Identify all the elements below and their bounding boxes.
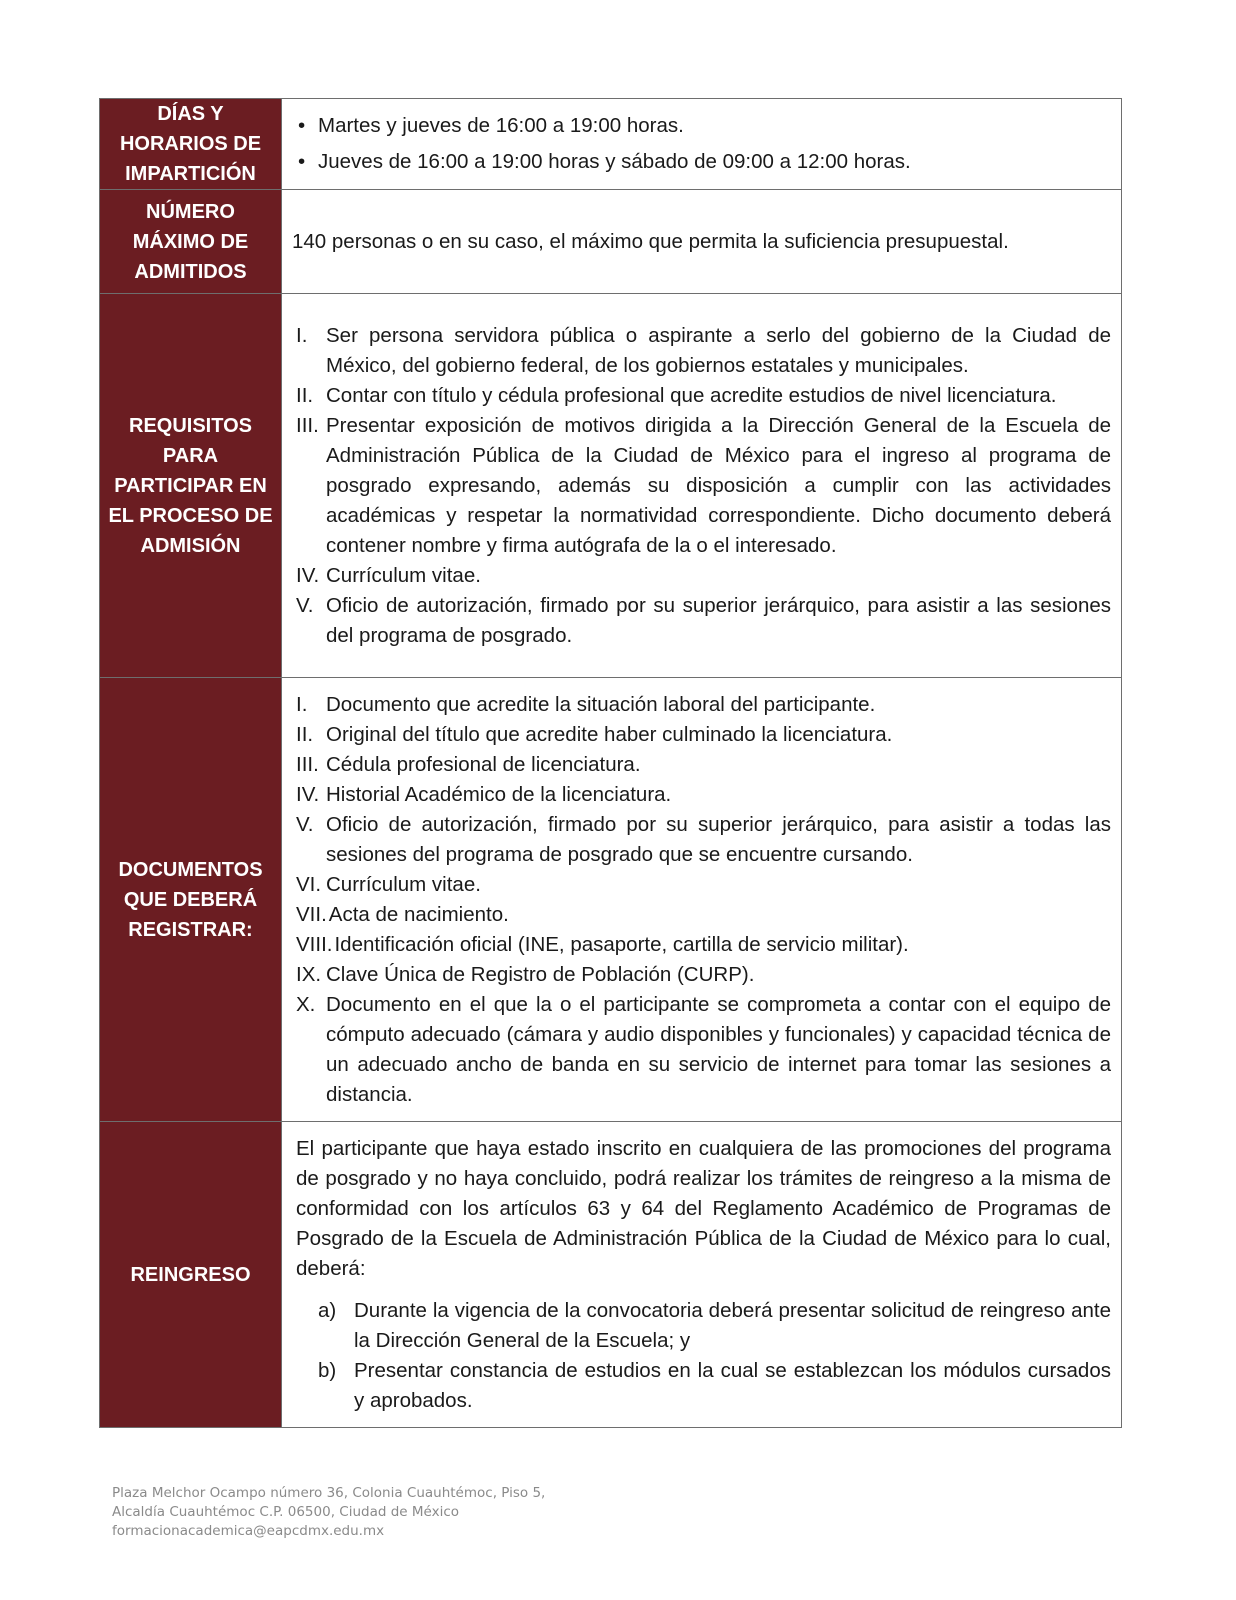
list-item: I. Ser persona servidora pública o aspirante a serlo del gobierno de la Ciudad de México, del gobierno federal, de los gobiernos estatales y municipales. xyxy=(296,323,1111,377)
reentry-steps-list xyxy=(296,1296,1111,1416)
documents-list xyxy=(296,690,1111,1110)
list-item: a) Durante la vigencia de la convocatoria deberá presentar solicitud de reingreso ante la Dirección General de la Escuela; y xyxy=(318,1298,1111,1352)
list-item: IV. Currículum vitae. xyxy=(296,563,481,587)
list-item: II. Original del título que acredite haber culminado la licenciatura. xyxy=(296,722,893,746)
table-row xyxy=(100,99,1122,190)
row-label: REINGRESO xyxy=(100,1122,282,1428)
list-item: X. Documento en el que la o el participante se comprometa a contar con el equipo de cómputo adecuado (cámara y audio disponibles y funcionales) y capacidad técnica de un adecuado ancho de banda en su servicio de internet para tomar las sesiones a distancia. xyxy=(296,992,1111,1106)
list-item: VI. Currículum vitae. xyxy=(296,872,481,896)
row-label: DOCUMENTOS QUE DEBERÁ REGISTRAR: xyxy=(100,678,282,1122)
table-row xyxy=(100,1122,1122,1428)
list-item: V. Oficio de autorización, firmado por su superior jerárquico, para asistir a las sesiones del programa de posgrado. xyxy=(296,593,1111,647)
footer-email: formacionacademica@eapcdmx.edu.mx xyxy=(112,1523,385,1539)
list-item: • Jueves de 16:00 a 19:00 horas y sábado de 09:00 a 12:00 horas. xyxy=(296,147,1111,177)
table-row xyxy=(100,190,1122,294)
row-content xyxy=(282,190,1122,294)
table-row xyxy=(100,678,1122,1122)
schedule-list xyxy=(296,111,1111,177)
table-row xyxy=(100,294,1122,678)
list-item: I. Documento que acredite la situación laboral del participante. xyxy=(296,692,876,716)
reentry-paragraph: El participante que haya estado inscrito en cualquiera de las promociones del programa de posgrado y no haya concluido, podrá realizar los trámites de reingreso a la misma de conformidad con los artículos 63 y 64 del Reglamento Académico de Programas de Posgrado de la Escuela de Administración Pública de la Ciudad de México para lo cual, deberá: xyxy=(296,1136,1111,1280)
list-item: b) Presentar constancia de estudios en la cual se establezcan los módulos cursados y aprobados. xyxy=(318,1358,1111,1412)
list-item: V. Oficio de autorización, firmado por su superior jerárquico, para asistir a todas las sesiones del programa de posgrado que se encuentre cursando. xyxy=(296,812,1111,866)
footer-address-line: Alcaldía Cuauhtémoc C.P. 06500, Ciudad de México xyxy=(112,1504,460,1520)
list-item: II. Contar con título y cédula profesional que acredite estudios de nivel licenciatura. xyxy=(296,383,1057,407)
row-content xyxy=(282,1122,1122,1428)
list-item: VII. Acta de nacimiento. xyxy=(296,902,509,926)
row-label: DÍAS Y HORARIOS DE IMPARTICIÓN xyxy=(100,99,282,190)
list-item: III. Presentar exposición de motivos dirigida a la Dirección General de la Escuela de Administración Pública de la Ciudad de México para el ingreso al programa de posgrado expresando, además su disposición a cumplir con las actividades académicas y respetar la normatividad correspondiente. Dicho documento deberá contener nombre y firma autógrafa de la o el interesado. xyxy=(296,413,1111,557)
page-footer xyxy=(112,1484,545,1541)
row-label: NÚMERO MÁXIMO DE ADMITIDOS xyxy=(100,190,282,294)
admission-requirements-table xyxy=(99,98,1122,1428)
row-content xyxy=(282,678,1122,1122)
list-item: VIII. Identificación oficial (INE, pasaporte, cartilla de servicio militar). xyxy=(296,932,909,956)
list-item: III. Cédula profesional de licenciatura. xyxy=(296,752,641,776)
max-admitted-text: 140 personas o en su caso, el máximo que permita la suficiencia presupuestal. xyxy=(292,229,1009,253)
row-content xyxy=(282,99,1122,190)
list-item: • Martes y jueves de 16:00 a 19:00 horas. xyxy=(296,111,1111,141)
row-content xyxy=(282,294,1122,678)
requirements-list xyxy=(296,321,1111,651)
list-item: IX. Clave Única de Registro de Población (CURP). xyxy=(296,962,755,986)
row-label: REQUISITOS PARA PARTICIPAR EN EL PROCESO DE ADMISIÓN xyxy=(100,294,282,678)
footer-address-line: Plaza Melchor Ocampo número 36, Colonia Cuauhtémoc, Piso 5, xyxy=(112,1485,546,1501)
list-item: IV. Historial Académico de la licenciatura. xyxy=(296,782,672,806)
